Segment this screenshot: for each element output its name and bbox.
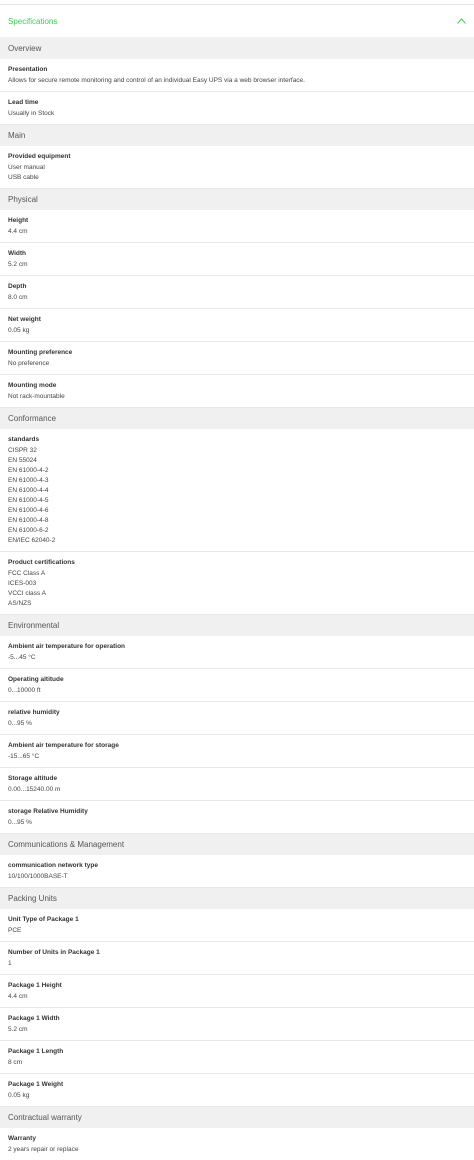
spec-value [8,959,466,969]
spec-value-line: -15...65 °C [8,753,40,760]
spec-row [0,309,474,342]
spec-label: storage Relative Humidity [8,808,88,815]
spec-row [0,909,474,942]
spec-value-line: User manual [8,164,45,171]
section-header: Physical [0,189,474,210]
spec-value-line: ICES-003 [8,580,37,587]
spec-value-line: 0.05 kg [8,327,30,334]
spec-row [0,59,474,92]
spec-value [8,785,466,795]
spec-row [0,552,474,615]
spec-label: Height [8,217,29,224]
spec-label: Number of Units in Package 1 [8,949,100,956]
spec-value-line: 5.2 cm [8,1026,28,1033]
spec-label: Unit Type of Package 1 [8,916,79,923]
spec-row [0,1041,474,1074]
spec-row [0,429,474,552]
spec-value-line: EN/IEC 62040-2 [8,537,56,544]
spec-value [8,1091,466,1101]
section-header: Packing Units [0,888,474,909]
spec-row [0,702,474,735]
spec-value-line: EN 61000-4-2 [8,467,49,474]
spec-row [0,276,474,309]
spec-value-line: Not rack-mountable [8,393,65,400]
spec-value [8,1145,466,1155]
specifications-accordion-header[interactable] [0,5,474,38]
spec-value-line: Allows for secure remote monitoring and control of an individual Easy UPS via a web browser interface. [8,77,305,84]
spec-label: Ambient air temperature for operation [8,643,126,650]
section-header: Overview [0,38,474,59]
spec-row [0,942,474,975]
spec-label: Operating altitude [8,676,64,683]
spec-value-line: -5...45 °C [8,654,36,661]
spec-label: communication network type [8,862,98,869]
spec-value [8,686,466,696]
spec-value [8,163,466,183]
spec-label: relative humidity [8,709,60,716]
spec-value-line: 8 cm [8,1059,23,1066]
spec-label: Storage altitude [8,775,58,782]
spec-value-line: 0.05 kg [8,1092,30,1099]
spec-label: Presentation [8,66,48,73]
section-header: Communications & Management [0,834,474,855]
spec-label: Depth [8,283,27,290]
spec-row [0,735,474,768]
spec-value-line: 0...10000 ft [8,687,41,694]
spec-row [0,768,474,801]
spec-value-line: CISPR 32 [8,447,37,454]
spec-value-line: FCC Class A [8,570,46,577]
spec-value [8,109,466,119]
spec-value-line: 0.00...15240.00 m [8,786,61,793]
section-header: Conformance [0,408,474,429]
spec-value [8,569,466,609]
spec-label: Ambient air temperature for storage [8,742,119,749]
spec-value [8,818,466,828]
spec-label: Net weight [8,316,41,323]
spec-value [8,872,466,882]
spec-label: Mounting mode [8,382,57,389]
spec-row [0,210,474,243]
spec-value-line: 1 [8,960,12,967]
spec-row [0,801,474,834]
spec-row [0,375,474,408]
spec-value-line: 4.4 cm [8,993,28,1000]
spec-value-line: AS/NZS [8,600,32,607]
specifications-title: Specifications [8,16,58,26]
spec-value-line: 2 years repair or replace [8,1146,79,1153]
spec-value [8,992,466,1002]
spec-row [0,669,474,702]
spec-row [0,1008,474,1041]
spec-label: Package 1 Height [8,982,62,989]
section-header: Main [0,125,474,146]
spec-value-line: No preference [8,360,50,367]
spec-value-line: 0...95 % [8,720,32,727]
spec-row [0,1074,474,1107]
spec-value-line: EN 61000-4-8 [8,517,49,524]
spec-row [0,1128,474,1160]
spec-value-line: EN 61000-4-5 [8,497,49,504]
spec-label: standards [8,436,40,443]
spec-value-line: VCCI class A [8,590,46,597]
spec-row [0,636,474,669]
spec-label: Mounting preference [8,349,73,356]
spec-label: Provided equipment [8,153,71,160]
spec-value-line: EN 61000-4-4 [8,487,49,494]
spec-row [0,146,474,189]
spec-value-line: EN 55024 [8,457,37,464]
spec-label: Lead time [8,99,39,106]
spec-value [8,293,466,303]
spec-value-line: 0...95 % [8,819,32,826]
spec-value [8,260,466,270]
specifications-content [0,38,474,1160]
spec-label: Width [8,250,26,257]
spec-row [0,975,474,1008]
spec-value-line: USB cable [8,174,39,181]
spec-value-line: 4.4 cm [8,228,28,235]
spec-value [8,392,466,402]
spec-row [0,243,474,276]
section-header: Contractual warranty [0,1107,474,1128]
spec-value-line: 5.2 cm [8,261,28,268]
spec-row [0,92,474,125]
spec-label: Package 1 Width [8,1015,60,1022]
spec-value [8,926,466,936]
spec-value-line: EN 61000-4-6 [8,507,49,514]
spec-value [8,359,466,369]
spec-value [8,76,466,86]
spec-value-line: Usually in Stock [8,110,55,117]
spec-value [8,653,466,663]
spec-value [8,1058,466,1068]
spec-label: Package 1 Weight [8,1081,64,1088]
spec-value-line: PCE [8,927,22,934]
spec-label: Warranty [8,1135,36,1142]
spec-value [8,326,466,336]
spec-label: Package 1 Length [8,1048,64,1055]
section-header: Environmental [0,615,474,636]
spec-value-line: EN 61000-4-3 [8,477,49,484]
spec-value-line: 8.0 cm [8,294,28,301]
spec-value-line: EN 61000-6-2 [8,527,49,534]
spec-row [0,855,474,888]
spec-row [0,342,474,375]
spec-label: Product certifications [8,559,75,566]
spec-value [8,719,466,729]
spec-value [8,1025,466,1035]
spec-value [8,446,466,546]
spec-value-line: 10/100/1000BASE-T [8,873,68,880]
chevron-up-icon[interactable] [456,16,466,26]
spec-value [8,227,466,237]
spec-value [8,752,466,762]
